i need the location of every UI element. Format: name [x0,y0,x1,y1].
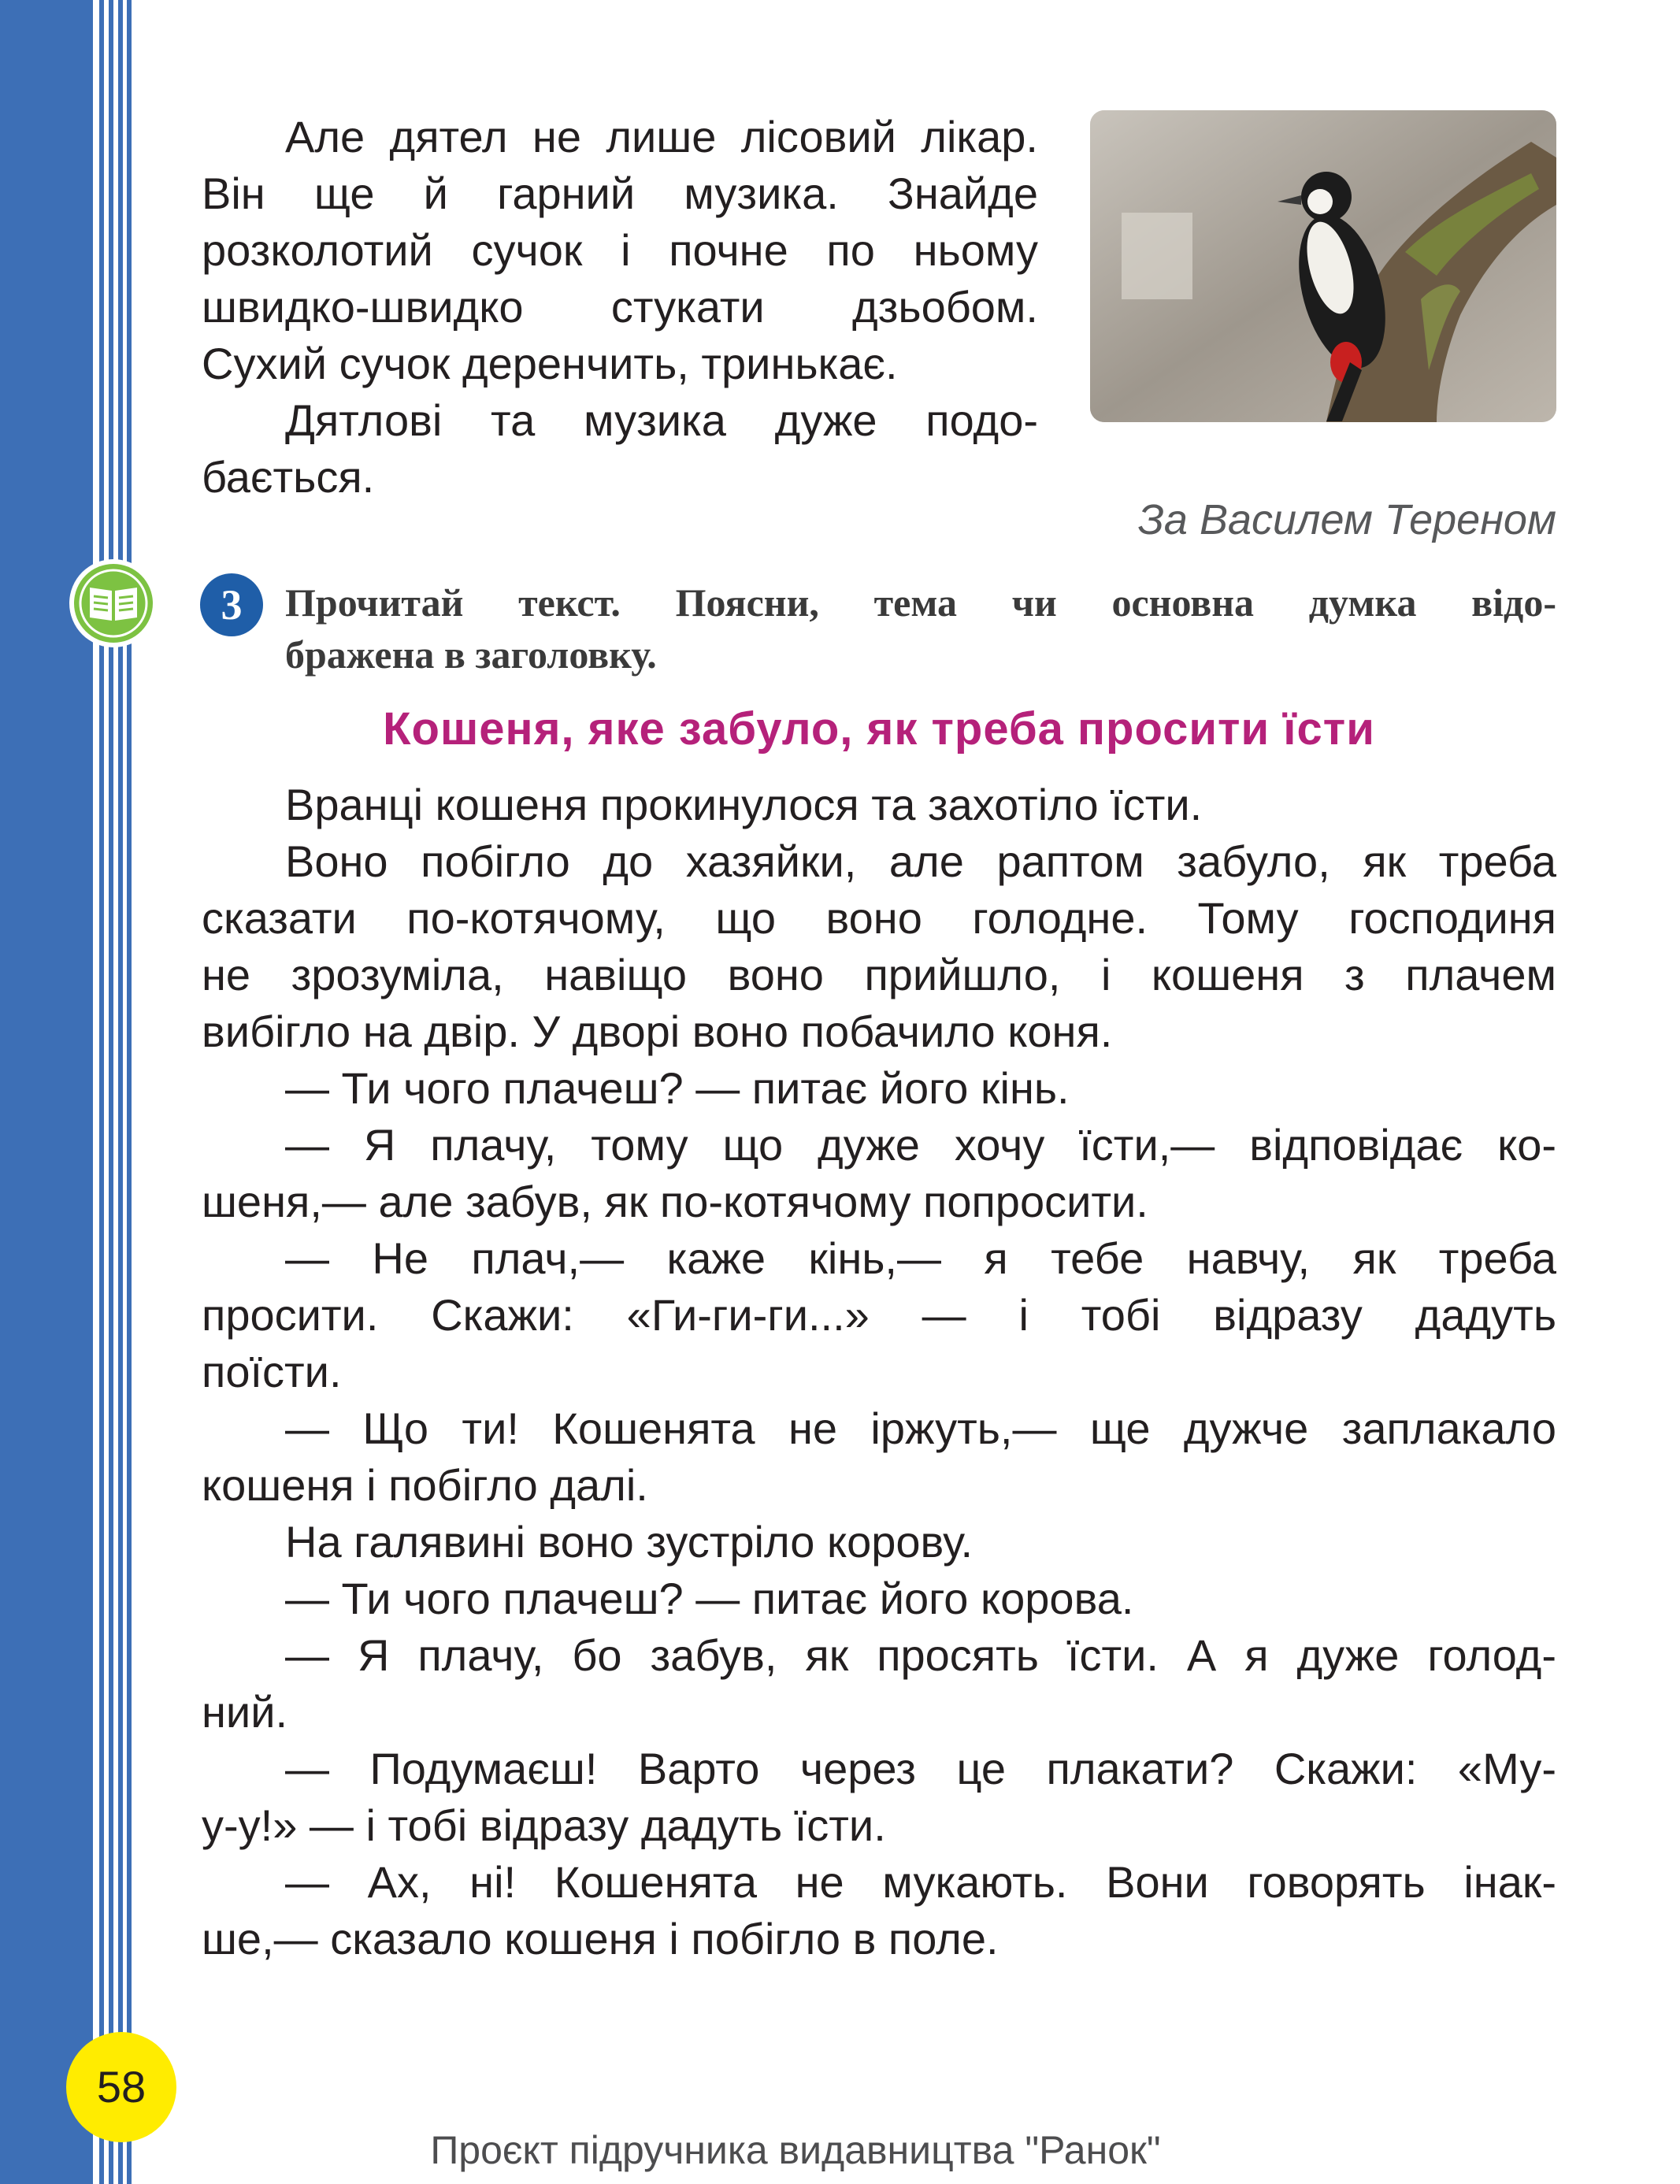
text-line: просити. Скажи: «Ги-ги-ги...» — і тобі відразу дадуть [202,1290,1556,1340]
text-line: Вранці кошеня прокинулося та захотіло їсти. [285,780,1203,829]
book-reading-icon [69,559,158,647]
story-paragraph-11 [202,1854,1556,1967]
text-line: Але дятел не лише лісовий лікар. [285,112,1038,161]
text-line: шеня,— але забув, як по-котячому попросити. [202,1177,1148,1226]
text-line: Воно побігло до хазяйки, але раптом забуло, як треба [285,836,1556,886]
text-line: швидко-швидко стукати дзьобом. [202,282,1038,332]
text-line: ше,— сказало кошеня і побігло в поле. [202,1914,999,1963]
text-line: — Ти чого плачеш? — питає його корова. [285,1574,1134,1623]
story-paragraph-3 [202,1060,1556,1117]
text-line: бається. [202,452,375,502]
story-paragraph-6 [202,1400,1556,1514]
story-paragraph-10 [202,1741,1556,1854]
story-paragraph-9 [202,1627,1556,1741]
text-line: Дятлові та музика дуже подо- [285,395,1038,445]
task-line: бражена в заголовку. [285,632,657,677]
text-line: Сухий сучок деренчить, тринькає. [202,339,898,388]
story-paragraph-5 [202,1230,1556,1400]
text-line: кошеня і побігло далі. [202,1460,648,1510]
text-line: Він ще й гарний музика. Знайде [202,169,1038,218]
intro-paragraph-2 [202,392,1038,506]
text-line: розколотий сучок і почне по ньому [202,225,1038,275]
woodpecker-illustration [1090,110,1556,422]
text-line: ний. [202,1687,288,1737]
text-line: — Подумаєш! Варто через це плакати? Скажи: «Му- [285,1744,1556,1793]
text-line: вибігло на двір. У дворі воно побачило коня. [202,1007,1113,1056]
text-line: поїсти. [202,1347,342,1396]
task-instruction [285,577,1556,680]
publisher-footer: Проєкт підручника видавництва "Ранок" [430,2128,1161,2172]
task-number-badge: 3 [200,573,263,636]
intro-paragraph-1 [202,109,1038,392]
story-paragraph-4 [202,1117,1556,1230]
story-paragraph-2 [202,833,1556,1060]
story-paragraph-8 [202,1570,1556,1627]
text-line: — Не плач,— каже кінь,— я тебе навчу, як треба [285,1233,1556,1283]
text-line: — Ти чого плачеш? — питає його кінь. [285,1063,1070,1113]
text-line: — Я плачу, тому що дуже хочу їсти,— відповідає ко- [285,1120,1556,1170]
task-line: Прочитай текст. Поясни, тема чи основна думка відо- [285,580,1556,625]
woodpecker-photo [1090,110,1556,422]
story-paragraph-7 [202,1514,1556,1570]
text-line: у-у!» — і тобі відразу дадуть їсти. [202,1800,886,1850]
text-line: сказати по-котячому, що воно голодне. Тому господиня [202,893,1556,943]
story-paragraph-1 [202,777,1556,833]
story-title: Кошеня, яке забуло, як треба просити їсти [383,703,1375,755]
text-line: — Ах, ні! Кошенята не мукають. Вони говорять інак- [285,1857,1556,1907]
text-line: — Я плачу, бо забув, як просять їсти. А я дуже голод- [285,1630,1556,1680]
text-line: На галявині воно зустріло корову. [285,1517,974,1567]
text-line: — Що ти! Кошенята не іржуть,— ще дужче заплакало [285,1403,1556,1453]
page-number: 58 [66,2032,176,2142]
author-attribution: За Василем Тереном [1137,496,1556,543]
text-line: не зрозуміла, навіщо воно прийшло, і кошеня з плачем [202,950,1556,999]
